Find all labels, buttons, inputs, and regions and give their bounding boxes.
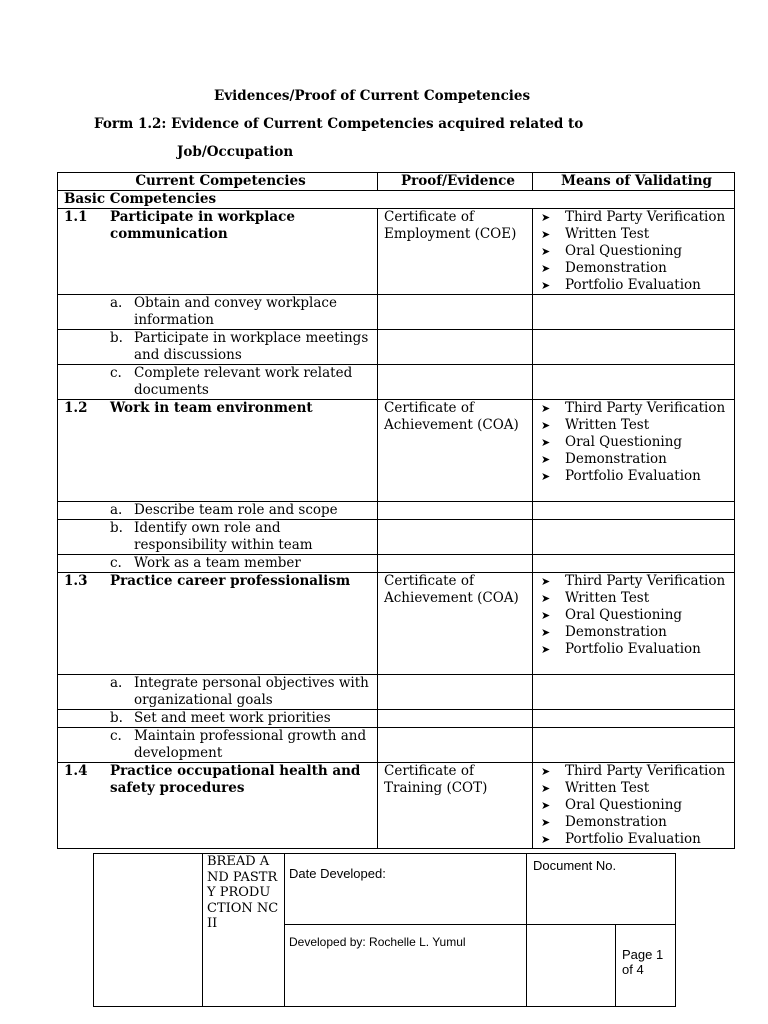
arrow-bullet-icon: ➤ [541,626,551,639]
sub-letter: b. [110,710,123,726]
competency-number: 1.3 [64,573,88,589]
competency-row [58,763,735,849]
arrow-bullet-icon: ➤ [541,279,551,292]
means-item [541,243,734,260]
footer-blank-cell [527,925,616,1007]
means-label: Written Test [565,417,650,433]
document-number: Document No. [527,854,676,925]
sub-competency-row [58,520,735,555]
competency-number: 1.1 [64,209,88,225]
competency-row [58,209,735,295]
competency-row [58,400,735,502]
means-label: Third Party Verification [565,209,726,225]
competency-title: Work in team environment [110,400,313,416]
sub-text: Set and meet work priorities [134,710,331,726]
means-item [541,277,734,294]
sub-competency-cell [58,502,378,520]
arrow-bullet-icon: ➤ [541,228,551,241]
means-item [541,607,734,624]
sub-competency-cell [58,520,378,555]
sub-text: Identify own role and responsibility within team [134,520,313,553]
competency-cell [58,400,378,502]
means-item [541,451,734,468]
means-item [541,763,734,780]
sub-means-cell [533,330,735,365]
means-item [541,831,734,848]
means-cell [533,573,735,675]
sub-proof-cell [378,295,533,330]
means-label: Demonstration [565,624,667,640]
arrow-bullet-icon: ➤ [541,245,551,258]
sub-letter: b. [110,330,123,346]
means-item [541,641,734,658]
arrow-bullet-icon: ➤ [541,609,551,622]
proof-cell [378,400,533,502]
means-item [541,260,734,277]
proof-text: Certificate of Achievement (COA) [384,400,519,433]
competency-title: Practice career professionalism [110,573,351,589]
means-item [541,590,734,607]
date-developed: Date Developed: [285,854,527,925]
sub-text: Integrate personal objectives with organizational goals [134,675,369,708]
means-item [541,468,734,485]
arrow-bullet-icon: ➤ [541,402,551,415]
arrow-bullet-icon: ➤ [541,453,551,466]
sub-competency-row [58,330,735,365]
footer-logo-cell [94,854,203,1007]
means-label: Third Party Verification [565,573,726,589]
sub-proof-cell [378,710,533,728]
arrow-bullet-icon: ➤ [541,436,551,449]
sub-competency-row [58,365,735,400]
means-label: Demonstration [565,814,667,830]
means-label: Written Test [565,590,650,606]
sub-means-cell [533,710,735,728]
means-label: Demonstration [565,260,667,276]
means-label: Written Test [565,780,650,796]
sub-competency-row [58,555,735,573]
means-label: Portfolio Evaluation [565,277,701,293]
means-item [541,780,734,797]
arrow-bullet-icon: ➤ [541,575,551,588]
arrow-bullet-icon: ➤ [541,592,551,605]
form-heading-continued: Job/Occupation [177,144,294,160]
sub-competency-row [58,502,735,520]
sub-letter: a. [110,295,123,311]
means-label: Portfolio Evaluation [565,831,701,847]
sub-letter: a. [110,675,123,691]
sub-means-cell [533,520,735,555]
proof-text: Certificate of Training (COT) [384,763,488,796]
means-item [541,226,734,243]
sub-competency-cell [58,330,378,365]
sub-means-cell [533,365,735,400]
means-cell [533,400,735,502]
sub-proof-cell [378,330,533,365]
arrow-bullet-icon: ➤ [541,470,551,483]
sub-competency-cell [58,728,378,763]
sub-competency-cell [58,555,378,573]
proof-text: Certificate of Employment (COE) [384,209,517,242]
means-label: Oral Questioning [565,243,683,259]
sub-text: Complete relevant work related documents [134,365,353,398]
proof-text: Certificate of Achievement (COA) [384,573,519,606]
sub-proof-cell [378,502,533,520]
arrow-bullet-icon: ➤ [541,419,551,432]
sub-competency-cell [58,710,378,728]
arrow-bullet-icon: ➤ [541,643,551,656]
sub-means-cell [533,295,735,330]
column-header-means: Means of Validating [533,173,735,191]
arrow-bullet-icon: ➤ [541,816,551,829]
sub-competency-row [58,675,735,710]
sub-letter: c. [110,365,122,381]
arrow-bullet-icon: ➤ [541,765,551,778]
sub-text: Work as a team member [134,555,301,571]
sub-means-cell [533,675,735,710]
document-title: Evidences/Proof of Current Competencies [214,88,531,104]
means-label: Oral Questioning [565,607,683,623]
sub-letter: b. [110,520,123,536]
sub-competency-cell [58,365,378,400]
sub-means-cell [533,728,735,763]
means-label: Third Party Verification [565,400,726,416]
sub-proof-cell [378,520,533,555]
means-label: Demonstration [565,451,667,467]
proof-cell [378,763,533,849]
sub-proof-cell [378,728,533,763]
qualification-title: BREAD AND PASTRY PRODUCTION NC II [203,854,285,1007]
sub-letter: c. [110,728,122,744]
means-label: Third Party Verification [565,763,726,779]
sub-proof-cell [378,365,533,400]
means-item [541,209,734,226]
means-item [541,814,734,831]
means-cell [533,209,735,295]
sub-text: Describe team role and scope [134,502,338,518]
table-header-row [58,173,735,191]
competency-cell [58,763,378,849]
column-header-competencies: Current Competencies [58,173,378,191]
competency-title: Participate in workplace communication [110,209,295,242]
competency-row [58,573,735,675]
arrow-bullet-icon: ➤ [541,833,551,846]
sub-text: Participate in workplace meetings and discussions [134,330,369,363]
means-item [541,573,734,590]
competency-number: 1.2 [64,400,88,416]
sub-competency-cell [58,675,378,710]
sub-competency-cell [58,295,378,330]
competencies-table [57,172,735,849]
means-label: Portfolio Evaluation [565,641,701,657]
means-label: Oral Questioning [565,797,683,813]
arrow-bullet-icon: ➤ [541,211,551,224]
sub-proof-cell [378,675,533,710]
means-label: Portfolio Evaluation [565,468,701,484]
means-item [541,797,734,814]
means-cell [533,763,735,849]
sub-text: Maintain professional growth and development [134,728,367,761]
sub-letter: c. [110,555,122,571]
competency-number: 1.4 [64,763,88,779]
sub-competency-row [58,295,735,330]
sub-proof-cell [378,555,533,573]
page-number: Page 1 of 4 [616,925,676,1007]
section-row [58,191,735,209]
developed-by: Developed by: Rochelle L. Yumul [285,925,527,1007]
form-heading: Form 1.2: Evidence of Current Competencies acquired related to [94,116,584,132]
sub-competency-row [58,710,735,728]
means-item [541,624,734,641]
competency-cell [58,573,378,675]
means-item [541,434,734,451]
means-label: Oral Questioning [565,434,683,450]
sub-letter: a. [110,502,123,518]
arrow-bullet-icon: ➤ [541,782,551,795]
section-label: Basic Competencies [58,191,735,209]
means-item [541,400,734,417]
means-label: Written Test [565,226,650,242]
sub-text: Obtain and convey workplace information [134,295,337,328]
sub-means-cell [533,502,735,520]
competency-cell [58,209,378,295]
means-item [541,417,734,434]
arrow-bullet-icon: ➤ [541,799,551,812]
proof-cell [378,209,533,295]
arrow-bullet-icon: ➤ [541,262,551,275]
sub-means-cell [533,555,735,573]
competency-title: Practice occupational health and safety procedures [110,763,361,796]
sub-competency-row [58,728,735,763]
document-footer [93,853,676,1007]
column-header-proof: Proof/Evidence [378,173,533,191]
proof-cell [378,573,533,675]
